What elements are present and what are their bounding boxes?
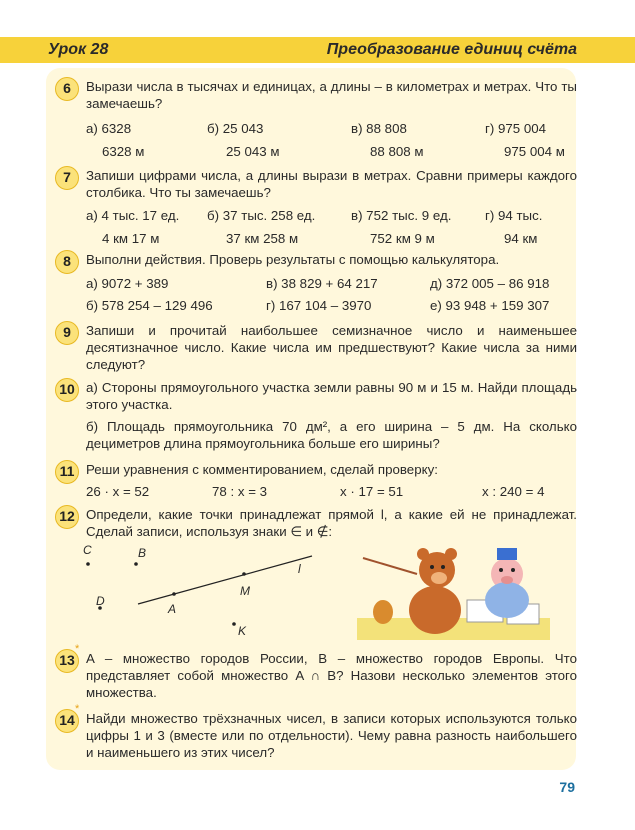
task-number: 11 bbox=[55, 460, 79, 484]
task-number: 9 bbox=[55, 321, 79, 345]
example: е) 93 948 + 159 307 bbox=[430, 298, 550, 313]
equation: 26 · x = 52 bbox=[86, 484, 150, 499]
task-text: Выполни действия. Проверь результаты с помощью калькулятора. bbox=[86, 252, 500, 267]
task-text: Реши уравнения с комментированием, сделай проверку: bbox=[86, 462, 438, 477]
equation: x : 240 = 4 bbox=[482, 484, 545, 499]
task-number: 10 bbox=[55, 378, 79, 402]
example: 752 км 9 м bbox=[370, 231, 435, 246]
lesson-title: Преобразование единиц счёта bbox=[326, 41, 577, 58]
task-text-b: б) Площадь прямоугольника 70 дм², а его ширина – 5 дм. На сколько дециметров длина прямоугольника больше его ширины? bbox=[86, 419, 577, 451]
example: г) 167 104 – 3970 bbox=[266, 298, 372, 313]
task-text-a: а) Стороны прямоугольного участка земли равны 90 м и 15 м. Найди площадь этого участка. bbox=[86, 380, 577, 412]
label-c: C bbox=[83, 543, 92, 557]
task-13 bbox=[57, 643, 577, 701]
point-c bbox=[86, 562, 90, 566]
example: в) 88 808 bbox=[351, 121, 407, 136]
lesson-number: Урок 28 bbox=[48, 41, 109, 58]
label-a: A bbox=[168, 602, 177, 616]
label-k: K bbox=[238, 624, 247, 638]
equation: 78 : x = 3 bbox=[212, 484, 268, 499]
task-number: 14 bbox=[55, 709, 79, 733]
example: а) 4 тыс. 17 ед. bbox=[86, 208, 180, 223]
example: б) 25 043 bbox=[207, 121, 264, 136]
task-8 bbox=[57, 251, 577, 268]
example: 6328 м bbox=[102, 144, 145, 159]
task-11 bbox=[57, 461, 577, 478]
task-text: Определи, какие точки принадлежат прямой l, а какие ей не принадлежат. Сделай записи, используя знаки ∈ и ∉: bbox=[86, 507, 577, 539]
example: 4 км 17 м bbox=[102, 231, 160, 246]
task-text: Запиши цифрами числа, а длины вырази в метрах. Сравни примеры каждого столбика. Что ты замечаешь? bbox=[86, 168, 577, 200]
point-b bbox=[134, 562, 138, 566]
task-number: 12 bbox=[55, 505, 79, 529]
task-number: 13 bbox=[55, 649, 79, 673]
task-text: Запиши и прочитай наибольшее семизначное число и наименьшее десятизначное число. Какие числа им предшествуют? Какие числа за ними следуют? bbox=[86, 323, 577, 372]
label-b: B bbox=[138, 546, 147, 560]
example: в) 752 тыс. 9 ед. bbox=[351, 208, 452, 223]
task-6 bbox=[57, 78, 577, 112]
point-m bbox=[242, 572, 246, 576]
task-number: 8 bbox=[55, 250, 79, 274]
equation: x · 17 = 51 bbox=[340, 484, 404, 499]
example: 37 км 258 м bbox=[226, 231, 299, 246]
task-10 bbox=[57, 379, 577, 452]
example: г) 94 тыс. bbox=[485, 208, 543, 223]
example: 88 808 м bbox=[370, 144, 424, 159]
label-m: M bbox=[240, 584, 250, 598]
star-icon: * bbox=[75, 703, 80, 715]
example: 94 км bbox=[504, 231, 538, 246]
point-k bbox=[232, 622, 236, 626]
task-text: A – множество городов России, B – множество городов Европы. Что представляет собой множество A ∩ B? Назови несколько элементов этого множества. bbox=[86, 651, 577, 700]
task-text: Найди множество трёхзначных чисел, в записи которых используются только цифры 1 и 3 (вместе или по отдельности). Чему равна разность наибольшего и наименьшего из этих чисел? bbox=[86, 711, 577, 760]
example: б) 37 тыс. 258 ед. bbox=[207, 208, 316, 223]
lesson-header bbox=[0, 37, 635, 63]
line-l bbox=[138, 556, 312, 604]
task-number: 6 bbox=[55, 77, 79, 101]
example: в) 38 829 + 64 217 bbox=[266, 276, 378, 291]
example: 975 004 м bbox=[504, 144, 565, 159]
star-icon: * bbox=[75, 643, 80, 655]
example: б) 578 254 – 129 496 bbox=[86, 298, 213, 313]
example: а) 9072 + 389 bbox=[86, 276, 169, 291]
point-a bbox=[172, 592, 176, 596]
example: г) 975 004 bbox=[485, 121, 547, 136]
label-l: l bbox=[298, 562, 301, 576]
task-number: 7 bbox=[55, 166, 79, 190]
task-text: Вырази числа в тысячах и единицах, а длины – в километрах и метрах. Что ты замечаешь? bbox=[86, 79, 577, 111]
page-number: 79 bbox=[559, 779, 575, 795]
task-14 bbox=[57, 703, 577, 761]
bear-and-pig-illustration bbox=[357, 540, 550, 640]
example: 25 043 м bbox=[226, 144, 280, 159]
task-12 bbox=[57, 506, 577, 540]
task-7 bbox=[57, 167, 577, 201]
example: д) 372 005 – 86 918 bbox=[430, 276, 550, 291]
label-d: D bbox=[96, 594, 105, 608]
task-9 bbox=[57, 322, 577, 373]
line-points-diagram bbox=[80, 542, 330, 642]
example: а) 6328 bbox=[86, 121, 132, 136]
